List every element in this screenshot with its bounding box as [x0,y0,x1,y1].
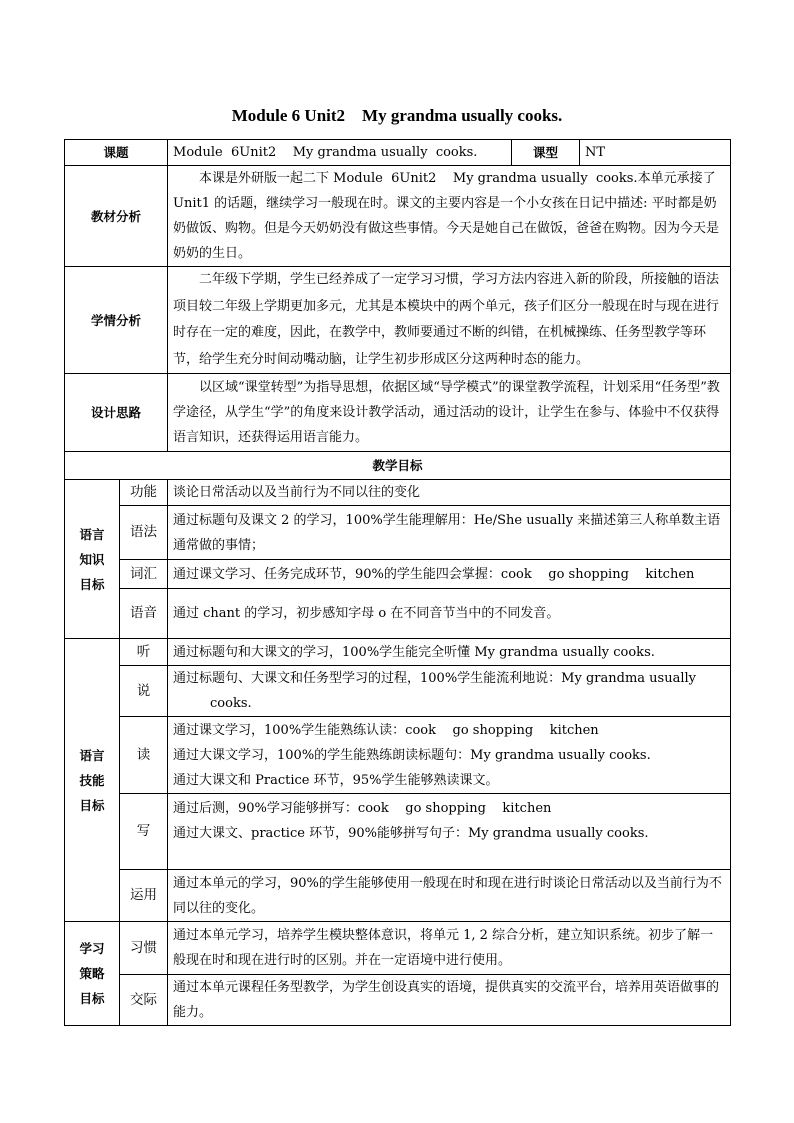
skill-listen-row [65,639,731,666]
listen-label: 听 [120,639,168,666]
vocabulary-text: 通过课文学习、任务完成环节，90%的学生能四会掌握：cook go shopping kitchen [168,560,731,589]
pronunciation-text: 通过 chant 的学习，初步感知字母 o 在不同音节当中的不同发音。 [168,589,731,639]
grammar-label: 语法 [120,506,168,560]
habit-label: 习惯 [120,922,168,975]
topic-row [65,140,731,166]
read-label: 读 [120,717,168,794]
communication-text: 通过本单元课程任务型教学，为学生创设真实的语境，提供真实的交流平台，培养用英语做事的能力。 [168,975,731,1026]
function-text: 谈论日常活动以及当前行为不同以往的变化 [168,480,731,506]
lesson-plan-table [64,139,731,1026]
student-analysis-row [65,267,731,374]
topic-value: Module 6Unit2 My grandma usually cooks. [168,140,512,166]
habit-text: 通过本单元学习，培养学生模块整体意识，将单元 1, 2 综合分析，建立知识系统。初步了解一般现在时和现在进行时的区别。并在一定语境中进行使用。 [168,922,731,975]
language-knowledge-label: 语言 知识 目标 [65,480,120,639]
strategy-habit-row [65,922,731,975]
skill-use-row [65,870,731,922]
student-analysis-text: 二年级下学期，学生已经养成了一定学习习惯，学习方法内容进入新的阶段，所接触的语法项目较二年级上学期更加多元，尤其是本模块中的两个单元，孩子们区分一般现在时与现在进行时存在一定的难度，因此，在教学中，教师要通过不断的纠错，在机械操练、任务型教学等环节，给学生充分时间动嘴动脑，让学生初步形成区分这两种时态的能力。 [168,267,731,374]
strategy-communication-row [65,975,731,1026]
student-analysis-label: 学情分析 [65,267,168,374]
textbook-analysis-label: 教材分析 [65,166,168,267]
use-label: 运用 [120,870,168,922]
vocabulary-label: 词汇 [120,560,168,589]
speak-label: 说 [120,666,168,717]
read-text: 通过课文学习，100%学生能熟练认读：cook go shopping kitchen 通过大课文学习，100%的学生能熟练朗读标题句：My grandma usually cooks. 通过大课文和 Practice 环节，95%学生能够熟读课文。 [168,717,731,794]
textbook-analysis-text: 本课是外研版一起二下 Module 6Unit2 My grandma usually cooks.本单元承接了 Unit1 的话题，继续学习一般现在时。课文的主要内容是一个小女孩在日记中描述: 平时都是奶奶做饭、购物。但是今天奶奶没有做这些事情。今天是她自己在做饭，爸爸在购物。因为今天是奶奶的生日。 [168,166,731,267]
lesson-type-label: 课型 [512,140,580,166]
knowledge-grammar-row [65,506,731,560]
listen-text: 通过标题句和大课文的学习，100%学生能完全听懂 My grandma usually cooks. [168,639,731,666]
pronunciation-label: 语音 [120,589,168,639]
textbook-analysis-row [65,166,731,267]
lesson-type-value: NT [580,140,731,166]
knowledge-pronunciation-row [65,589,731,639]
knowledge-function-row [65,480,731,506]
design-idea-text: 以区域“课堂转型”为指导思想，依据区域“导学模式”的课堂教学流程，计划采用“任务型”教学途径，从学生“学”的角度来设计教学活动，通过活动的设计，让学生在参与、体验中不仅获得语言知识，还获得运用语言能力。 [168,374,731,452]
function-label: 功能 [120,480,168,506]
topic-label: 课题 [65,140,168,166]
grammar-text: 通过标题句及课文 2 的学习，100%学生能理解用：He/She usually 来描述第三人称单数主语通常做的事情； [168,506,731,560]
skill-read-row [65,717,731,794]
write-text: 通过后测，90%学习能够拼写：cook go shopping kitchen 通过大课文、practice 环节，90%能够拼写句子：My grandma usually cooks. [168,794,731,870]
document-title: Module 6 Unit2 My grandma usually cooks. [231,106,563,125]
objectives-heading: 教学目标 [65,452,731,480]
objectives-heading-row [65,452,731,480]
write-label: 写 [120,794,168,870]
skill-write-row [65,794,731,870]
design-idea-label: 设计思路 [65,374,168,452]
knowledge-vocabulary-row [65,560,731,589]
learning-strategy-label: 学习 策略 目标 [65,922,120,1026]
speak-text: 通过标题句、大课文和任务型学习的过程，100%学生能流利地说：My grandma usually cooks. [168,666,731,717]
communication-label: 交际 [120,975,168,1026]
design-idea-row [65,374,731,452]
language-skills-label: 语言 技能 目标 [65,639,120,922]
skill-speak-row [65,666,731,717]
use-text: 通过本单元的学习，90%的学生能够使用一般现在时和现在进行时谈论日常活动以及当前行为不同以往的变化。 [168,870,731,922]
